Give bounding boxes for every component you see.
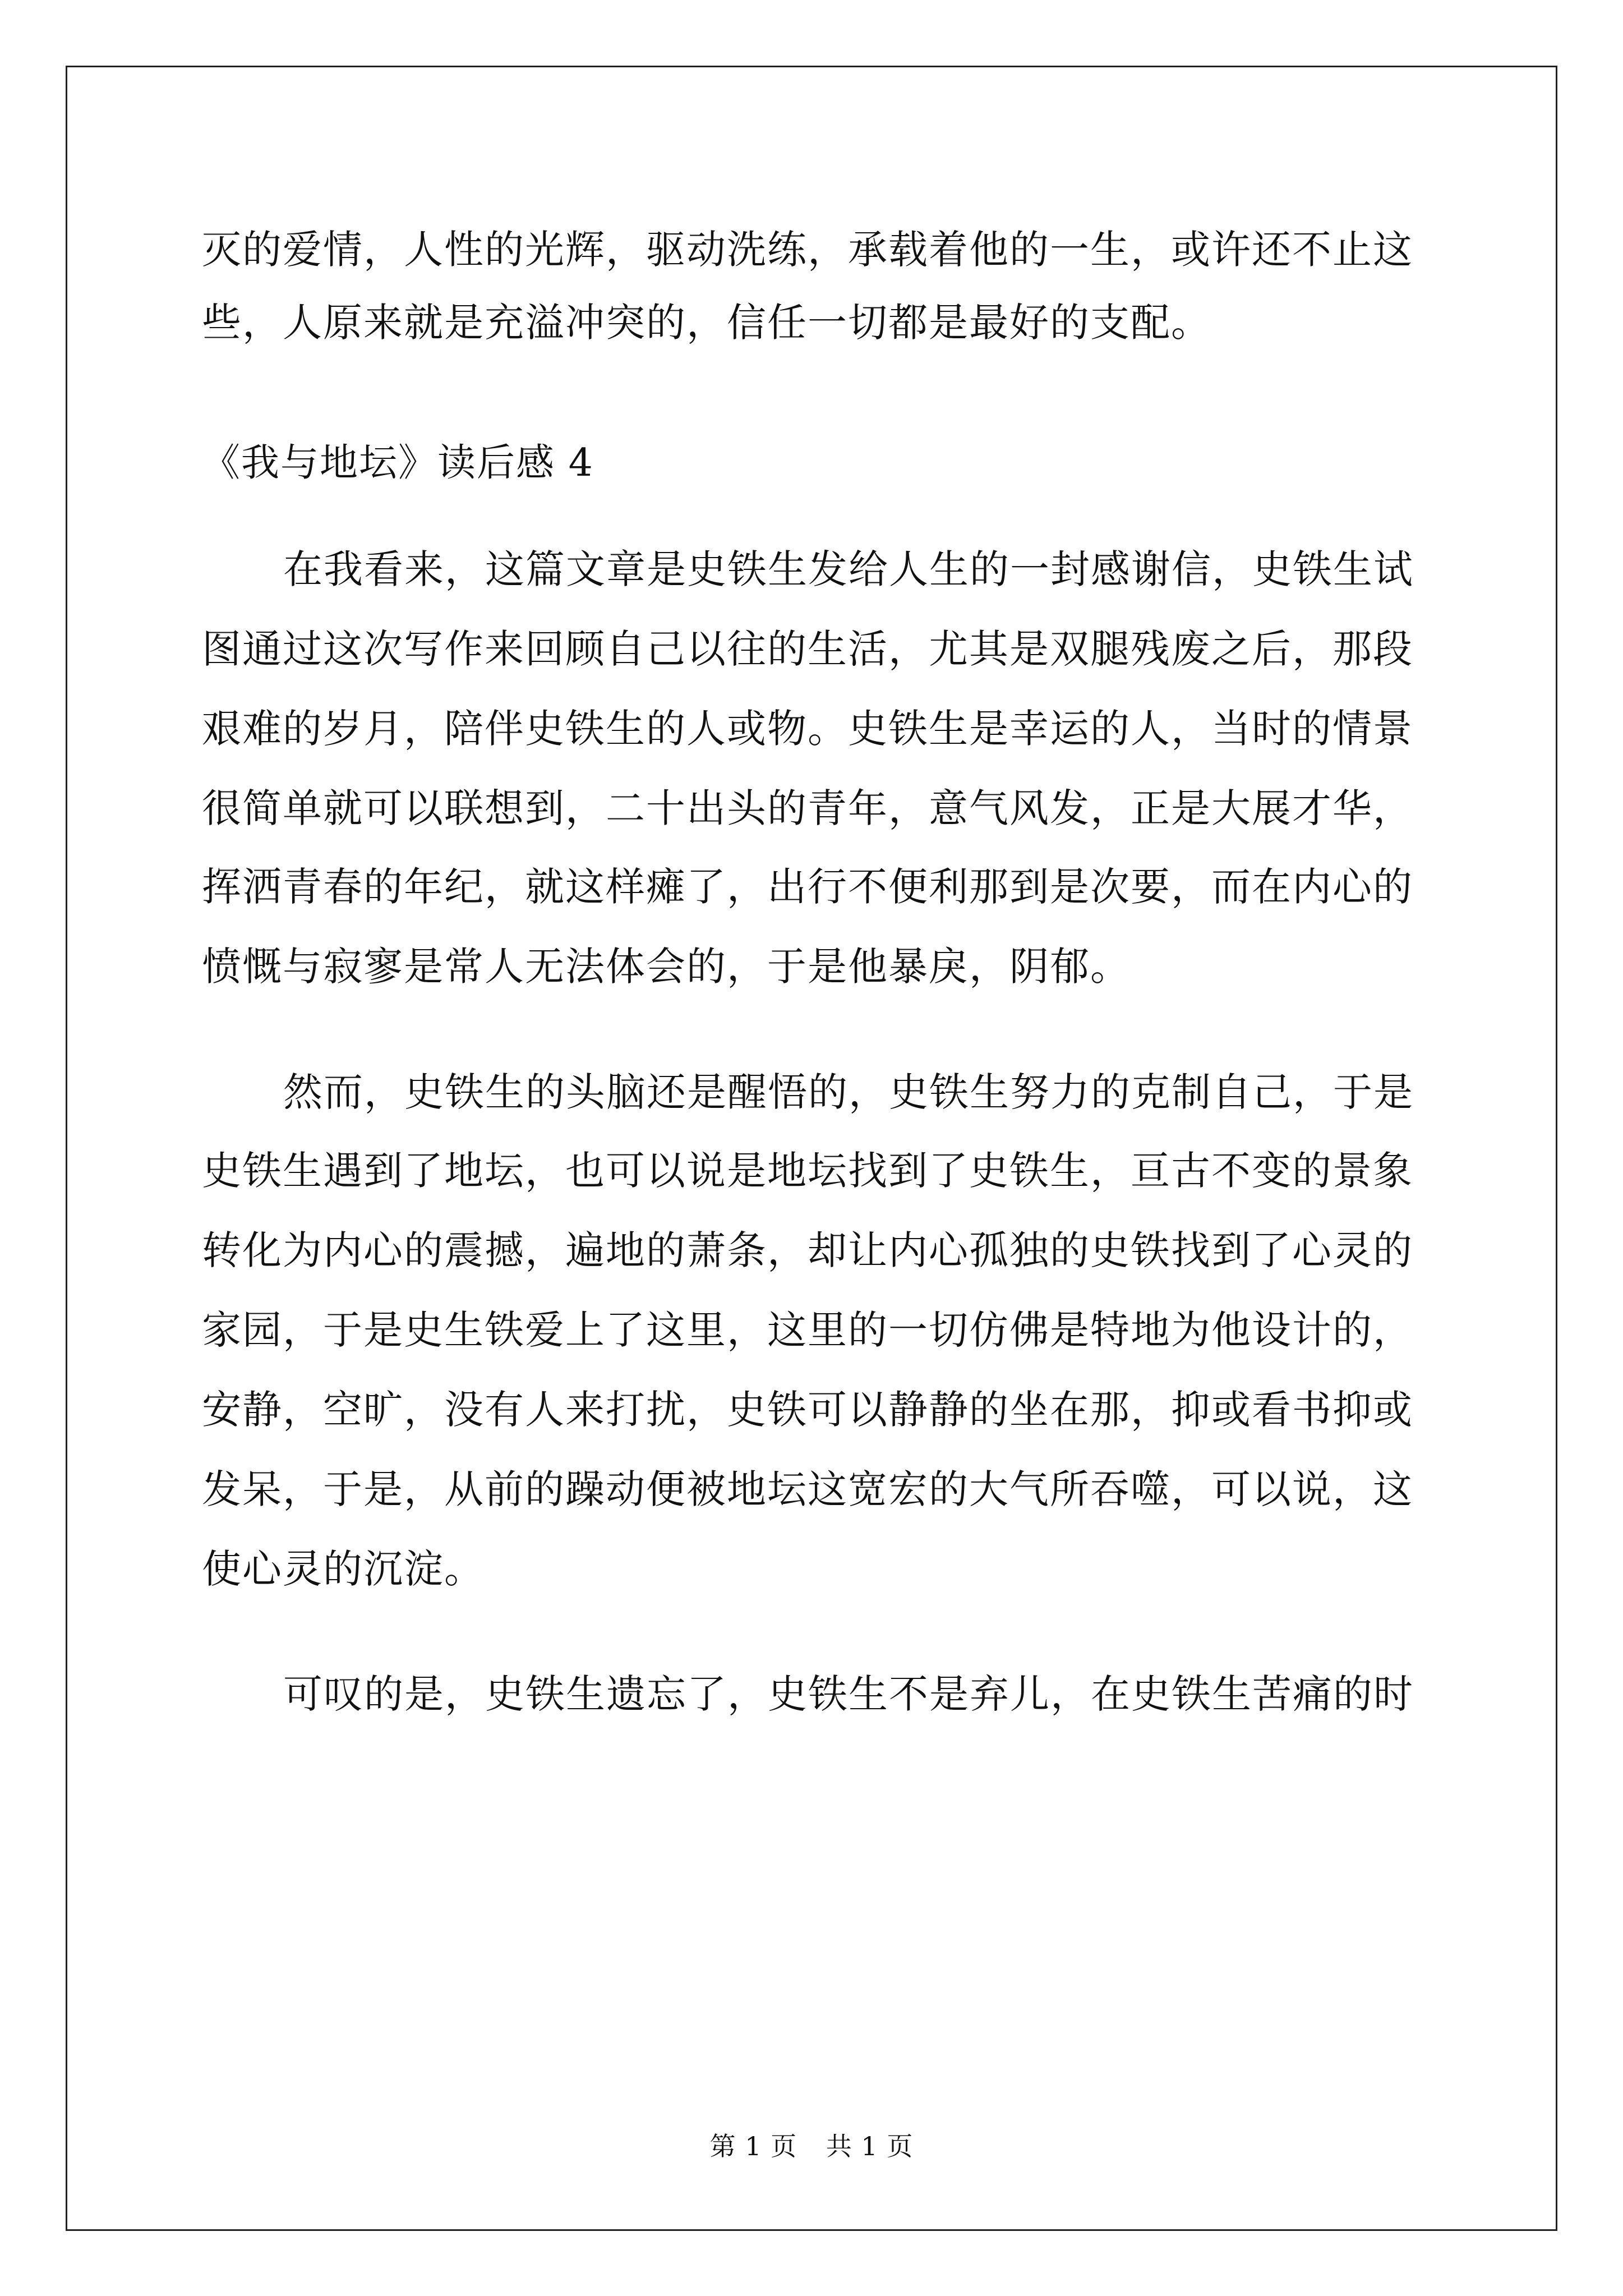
body-line: 家园，于是史生铁爱上了这里，这里的一切仿佛是特地为他设计的， [202,1307,1413,1353]
body-line: 挥洒青春的年纪，就这样瘫了，出行不便利那到是次要，而在内心的 [202,864,1413,910]
page-total: 共 1 页 [826,2131,914,2161]
page-number: 第 1 页 [709,2131,797,2161]
body-line: 些，人原来就是充溢冲突的，信任一切都是最好的支配。 [202,300,1211,346]
body-line: 图通过这次写作来回顾自己以往的生活，尤其是双腿残废之后，那段 [202,626,1413,672]
paragraph-first-line: 然而，史铁生的头脑还是醒悟的，史铁生努力的克制自己，于是 [283,1069,1414,1115]
body-line: 很简单就可以联想到，二十出头的青年，意气风发，正是大展才华， [202,785,1413,831]
body-line: 使心灵的沉淀。 [202,1546,485,1592]
body-line: 安静，空旷，没有人来打扰，史铁可以静静的坐在那，抑或看书抑或 [202,1387,1413,1433]
body-line: 史铁生遇到了地坛，也可以说是地坛找到了史铁生，亘古不变的景象 [202,1148,1413,1194]
page-footer [0,2126,1623,2163]
paragraph-first-line: 在我看来，这篇文章是史铁生发给人生的一封感谢信，史铁生试 [283,546,1414,592]
body-line: 发呆，于是，从前的躁动便被地坛这宽宏的大气所吞噬，可以说，这 [202,1466,1413,1512]
body-line: 灭的爱情，人性的光辉，驱动洗练，承载着他的一生，或许还不止这 [202,227,1413,273]
section-heading: 《我与地坛》读后感 4 [202,441,594,485]
paragraph-first-line: 可叹的是，史铁生遗忘了，史铁生不是弃儿，在史铁生苦痛的时 [283,1671,1414,1717]
body-line: 艰难的岁月，陪伴史铁生的人或物。史铁生是幸运的人，当时的情景 [202,706,1413,752]
body-line: 愤慨与寂寥是常人无法体会的，于是他暴戾，阴郁。 [202,944,1131,990]
body-line: 转化为内心的震撼，遍地的萧条，却让内心孤独的史铁找到了心灵的 [202,1227,1413,1273]
